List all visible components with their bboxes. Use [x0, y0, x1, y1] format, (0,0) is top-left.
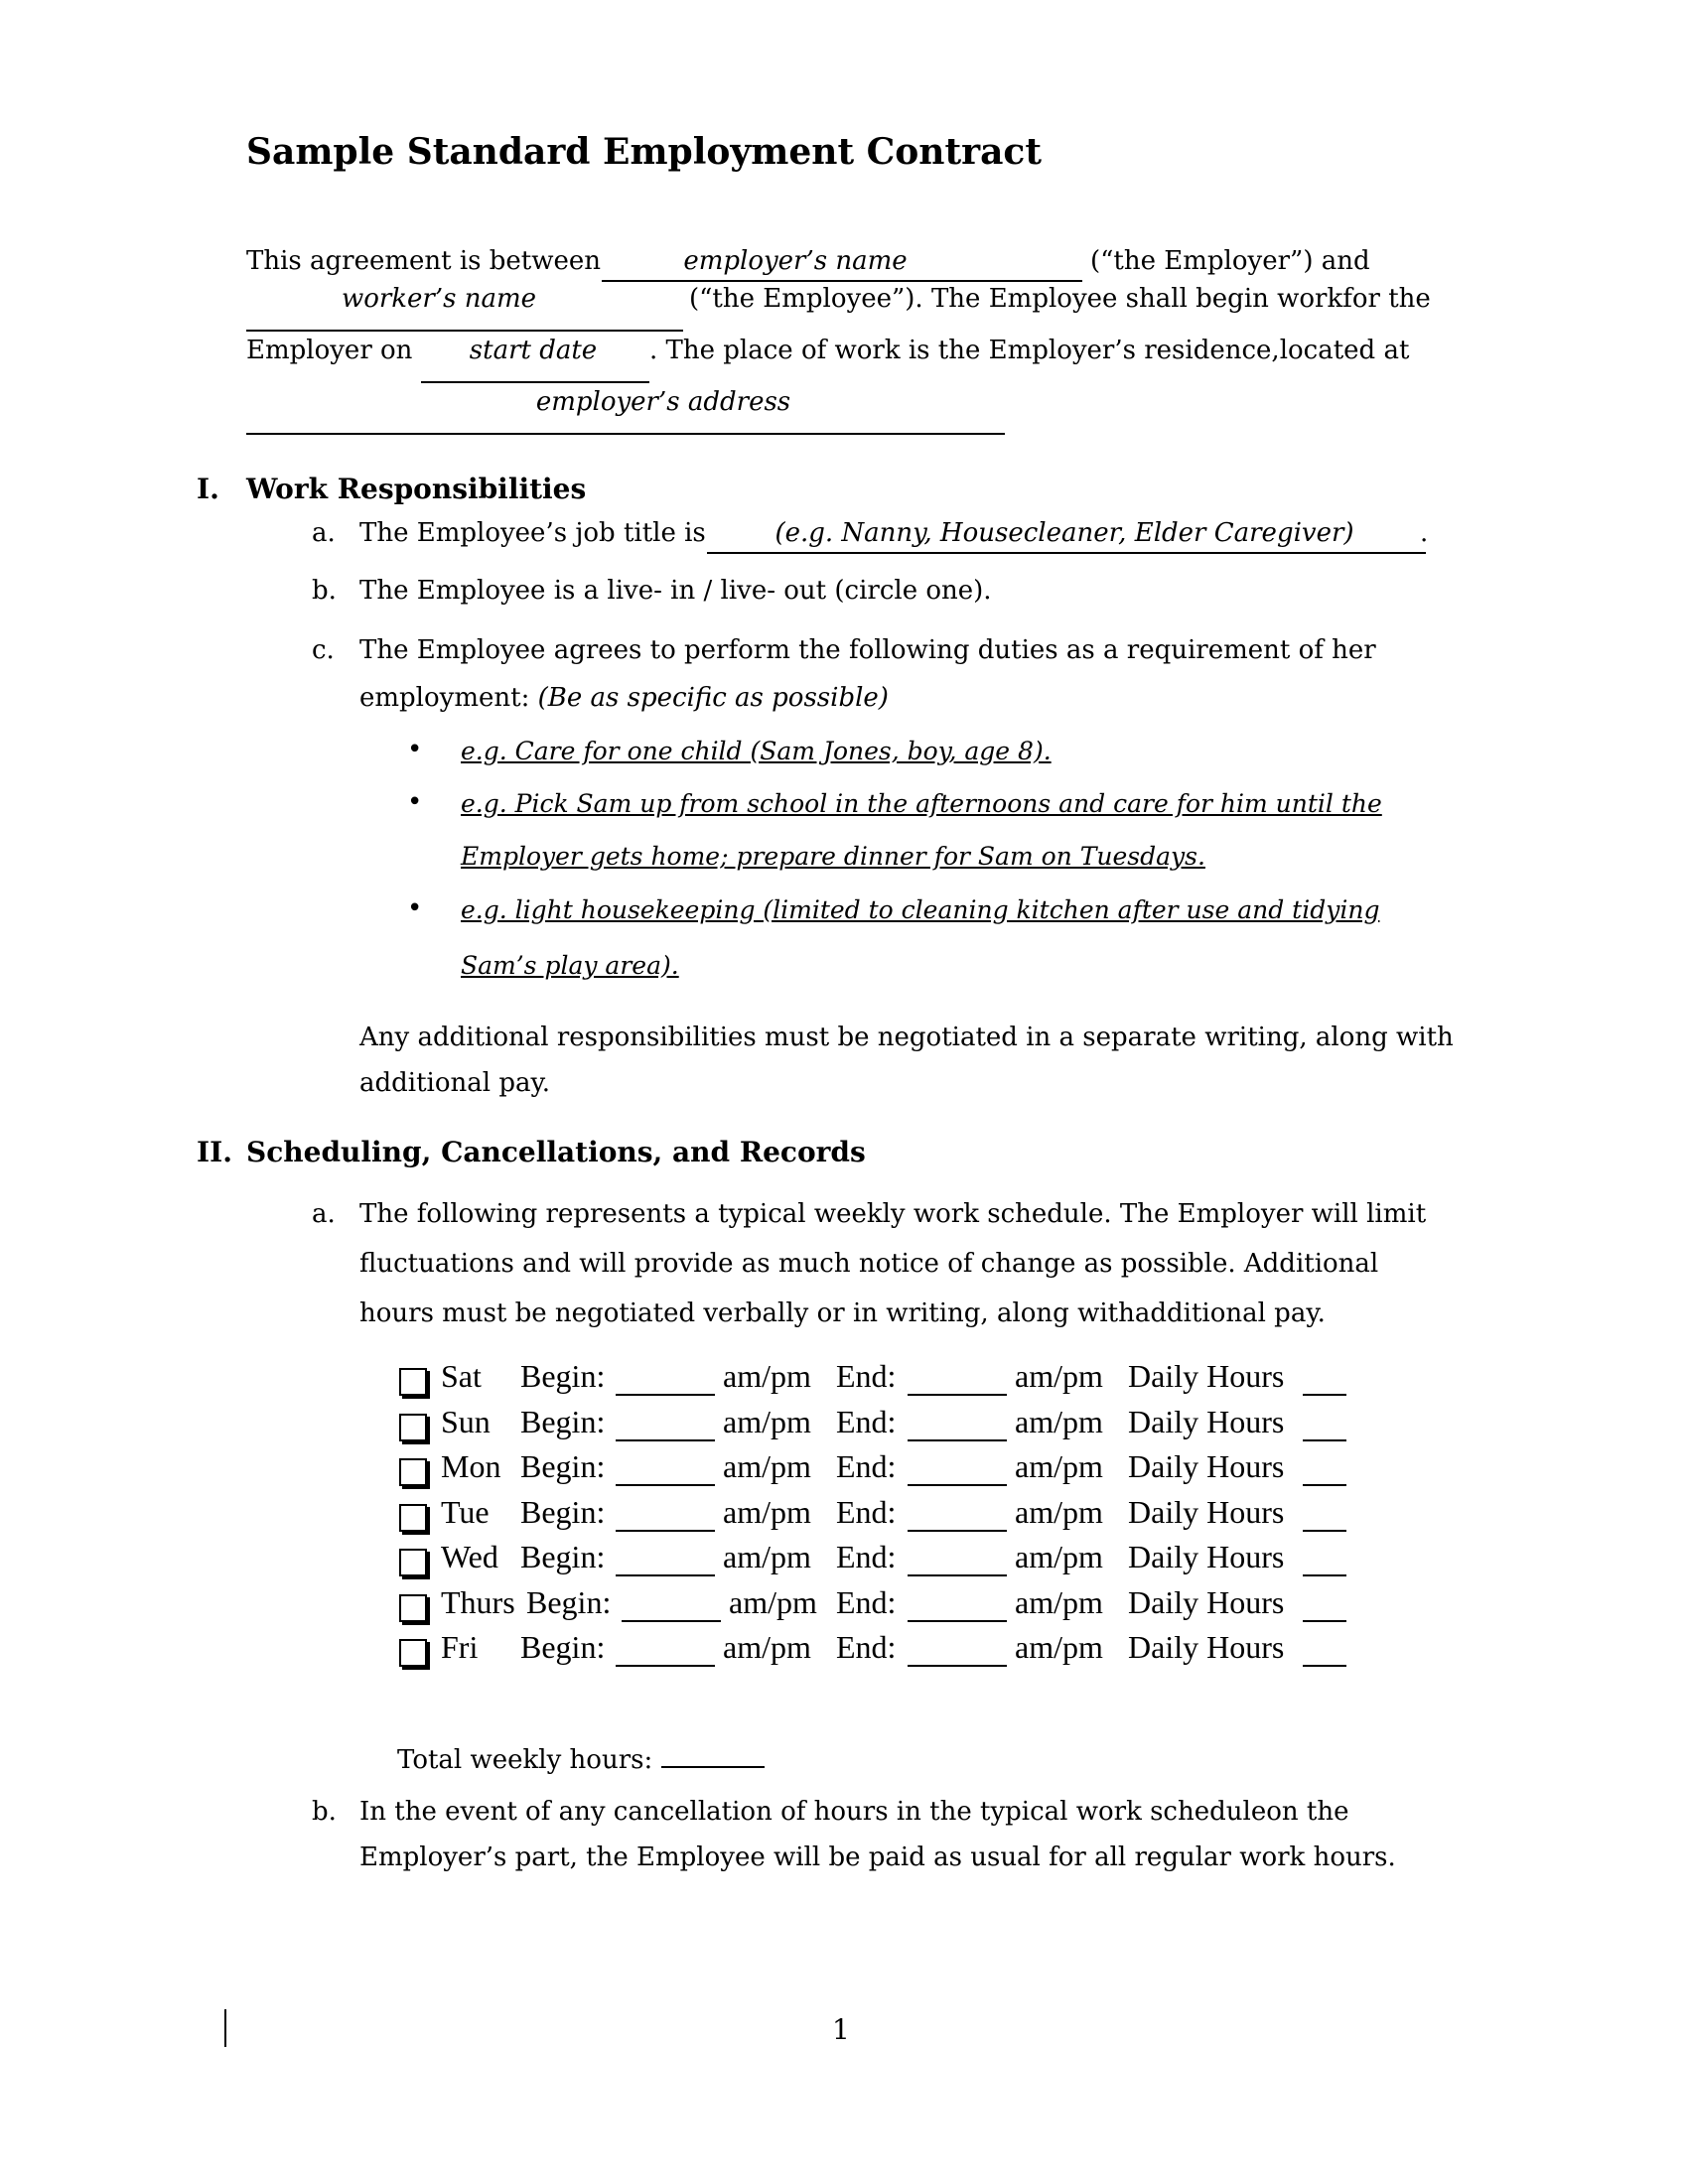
begin-time-field[interactable] — [616, 1574, 715, 1576]
end-ampm-label: am/pm — [1015, 1358, 1103, 1394]
end-ampm-label: am/pm — [1015, 1404, 1103, 1439]
begin-time-field[interactable] — [616, 1665, 715, 1667]
begin-ampm-label: am/pm — [723, 1629, 811, 1665]
duty-3-line2[interactable]: Sam’s play area). — [461, 951, 679, 980]
total-weekly-hours-label: Total weekly hours: — [397, 1745, 653, 1775]
day-checkbox[interactable] — [399, 1504, 427, 1532]
day-label: Wed — [441, 1539, 498, 1574]
end-time-field[interactable] — [908, 1530, 1007, 1532]
daily-hours-label: Daily Hours — [1128, 1584, 1285, 1620]
revision-bar — [224, 2009, 226, 2047]
begin-ampm-label: am/pm — [723, 1358, 811, 1394]
duty-2-line1[interactable]: e.g. Pick Sam up from school in the afternoons and care for him until the — [461, 789, 1382, 818]
end-ampm-label: am/pm — [1015, 1448, 1103, 1484]
end-ampm-label: am/pm — [1015, 1539, 1103, 1574]
daily-hours-field[interactable] — [1303, 1394, 1346, 1396]
begin-label: Begin: — [520, 1629, 606, 1665]
end-label: End: — [836, 1358, 897, 1394]
begin-time-field[interactable] — [616, 1394, 715, 1396]
s2-item-a-line3: hours must be negotiated verbally or in writing, along withadditional pay. — [359, 1298, 1326, 1328]
section1-numeral: I. — [197, 473, 219, 505]
s2-item-a-marker: a. — [312, 1199, 336, 1229]
day-label: Sun — [441, 1404, 491, 1439]
end-label: End: — [836, 1584, 897, 1620]
end-label: End: — [836, 1404, 897, 1439]
s2-item-a-line1: The following represents a typical weekly work schedule. The Employer will limit — [359, 1199, 1427, 1229]
intro-line2-suffix: (“the Employee”). The Employee shall begin workfor the — [689, 284, 1431, 314]
s1-item-a-text: The Employee’s job title is — [359, 518, 706, 548]
s1-item-a-marker: a. — [312, 518, 336, 548]
end-time-field[interactable] — [908, 1484, 1007, 1486]
daily-hours-field[interactable] — [1303, 1665, 1346, 1667]
daily-hours-label: Daily Hours — [1128, 1539, 1285, 1574]
end-label: End: — [836, 1629, 897, 1665]
end-ampm-label: am/pm — [1015, 1494, 1103, 1530]
section2-heading: Scheduling, Cancellations, and Records — [246, 1136, 866, 1168]
s2-item-b-line2: Employer’s part, the Employee will be paid as usual for all regular work hours. — [359, 1843, 1396, 1872]
job-title-underline — [707, 552, 1426, 554]
bullet-3: • — [407, 893, 423, 923]
begin-ampm-label: am/pm — [723, 1494, 811, 1530]
day-checkbox[interactable] — [399, 1458, 427, 1486]
employer-name-underline — [602, 280, 1082, 282]
employer-address-field[interactable]: employer’s address — [535, 387, 791, 417]
intro-line1-prefix: This agreement is between — [246, 246, 602, 276]
daily-hours-field[interactable] — [1303, 1574, 1346, 1576]
employer-address-underline — [246, 433, 1005, 435]
end-time-field[interactable] — [908, 1574, 1007, 1576]
start-date-underline — [421, 381, 649, 383]
s2-item-b-marker: b. — [312, 1797, 337, 1827]
s1-item-b-marker: b. — [312, 576, 337, 606]
duty-3-line1[interactable]: e.g. light housekeeping (limited to cleaning kitchen after use and tidying — [461, 895, 1380, 924]
employer-name-field[interactable]: employer’s name — [683, 246, 908, 276]
s1-item-a-end: . — [1420, 518, 1429, 548]
s1-item-c-marker: c. — [312, 635, 335, 665]
total-weekly-hours-field[interactable] — [661, 1766, 765, 1768]
day-label: Thurs — [441, 1584, 515, 1620]
day-label: Mon — [441, 1448, 501, 1484]
begin-label: Begin: — [526, 1584, 612, 1620]
intro-line3-prefix: Employer on — [246, 336, 413, 365]
begin-time-field[interactable] — [616, 1484, 715, 1486]
day-checkbox[interactable] — [399, 1594, 427, 1622]
day-label: Fri — [441, 1629, 479, 1665]
begin-label: Begin: — [520, 1358, 606, 1394]
document-title: Sample Standard Employment Contract — [246, 131, 1042, 173]
s1-item-c-text-1: The Employee agrees to perform the following duties as a requirement of her — [359, 635, 1376, 665]
worker-name-field[interactable]: worker’s name — [341, 284, 537, 314]
begin-label: Begin: — [520, 1539, 606, 1574]
day-checkbox[interactable] — [399, 1549, 427, 1576]
end-label: End: — [836, 1494, 897, 1530]
bullet-1: • — [407, 735, 423, 764]
begin-ampm-label: am/pm — [723, 1539, 811, 1574]
page-number: 1 — [832, 2013, 850, 2046]
begin-label: Begin: — [520, 1404, 606, 1439]
begin-label: Begin: — [520, 1494, 606, 1530]
begin-time-field[interactable] — [616, 1530, 715, 1532]
intro-line3-suffix: . The place of work is the Employer’s residence,located at — [649, 336, 1410, 365]
section2-numeral: II. — [197, 1136, 232, 1168]
s2-item-b-line1: In the event of any cancellation of hours in the typical work scheduleon the — [359, 1797, 1349, 1827]
daily-hours-field[interactable] — [1303, 1620, 1346, 1622]
start-date-field[interactable]: start date — [469, 336, 598, 365]
intro-line1-suffix: (“the Employer”) and — [1090, 246, 1370, 276]
s2-item-a-line2: fluctuations and will provide as much notice of change as possible. Additional — [359, 1249, 1379, 1279]
daily-hours-field[interactable] — [1303, 1530, 1346, 1532]
duty-2-line2[interactable]: Employer gets home; prepare dinner for Sam on Tuesdays. — [461, 842, 1205, 871]
daily-hours-field[interactable] — [1303, 1484, 1346, 1486]
begin-time-field[interactable] — [616, 1439, 715, 1441]
duty-1-line1[interactable]: e.g. Care for one child (Sam Jones, boy, age 8). — [461, 737, 1052, 765]
begin-ampm-label: am/pm — [729, 1584, 817, 1620]
end-time-field[interactable] — [908, 1665, 1007, 1667]
daily-hours-label: Daily Hours — [1128, 1358, 1285, 1394]
day-checkbox[interactable] — [399, 1368, 427, 1396]
day-checkbox[interactable] — [399, 1639, 427, 1667]
begin-label: Begin: — [520, 1448, 606, 1484]
s1-item-c-text-2: employment: — [359, 683, 530, 713]
daily-hours-field[interactable] — [1303, 1439, 1346, 1441]
daily-hours-label: Daily Hours — [1128, 1448, 1285, 1484]
begin-ampm-label: am/pm — [723, 1448, 811, 1484]
daily-hours-label: Daily Hours — [1128, 1629, 1285, 1665]
end-ampm-label: am/pm — [1015, 1629, 1103, 1665]
end-time-field[interactable] — [908, 1394, 1007, 1396]
end-time-field[interactable] — [908, 1439, 1007, 1441]
end-label: End: — [836, 1448, 897, 1484]
begin-ampm-label: am/pm — [723, 1404, 811, 1439]
s1-item-c-hint: (Be as specific as possible) — [537, 683, 889, 713]
daily-hours-label: Daily Hours — [1128, 1494, 1285, 1530]
bullet-2: • — [407, 787, 423, 817]
end-label: End: — [836, 1539, 897, 1574]
job-title-field[interactable]: (e.g. Nanny, Housecleaner, Elder Caregiver) — [774, 518, 1354, 548]
s1-item-b-text: The Employee is a live- in / live- out (circle one). — [359, 576, 992, 606]
day-label: Tue — [441, 1494, 490, 1530]
additional-text-2: additional pay. — [359, 1068, 550, 1098]
day-label: Sat — [441, 1358, 482, 1394]
daily-hours-label: Daily Hours — [1128, 1404, 1285, 1439]
worker-name-underline — [246, 330, 683, 332]
day-checkbox[interactable] — [399, 1414, 427, 1441]
section1-heading: Work Responsibilities — [246, 473, 587, 505]
begin-time-field[interactable] — [622, 1620, 721, 1622]
end-time-field[interactable] — [908, 1620, 1007, 1622]
end-ampm-label: am/pm — [1015, 1584, 1103, 1620]
additional-text-1: Any additional responsibilities must be negotiated in a separate writing, along with — [359, 1023, 1454, 1052]
